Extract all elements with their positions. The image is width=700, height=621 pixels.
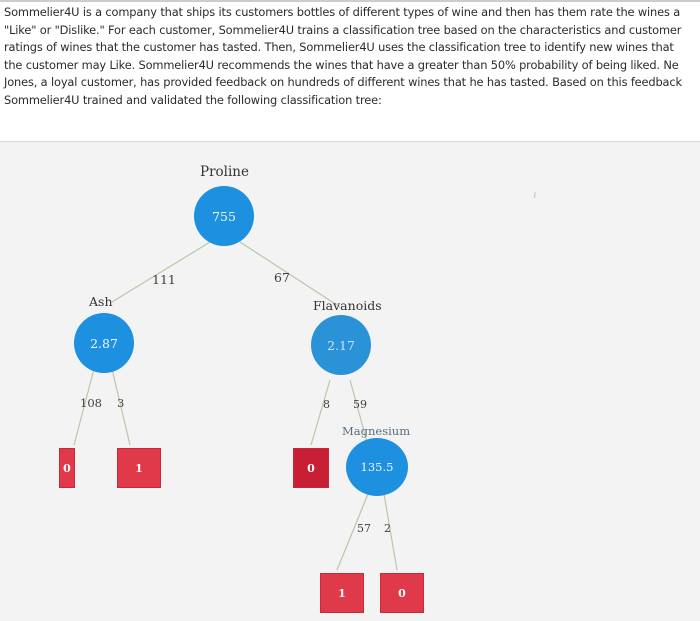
magnesium-left-count: 57 — [357, 522, 371, 535]
tree-edges — [0, 142, 700, 621]
magnesium-right-leaf: 0 — [380, 573, 424, 613]
ash-right-leaf: 1 — [117, 448, 161, 488]
question-line: ratings of wines that the customer has tasted. Then, Sommelier4U uses the classification tree to identify new wines that — [4, 40, 674, 54]
question-line: "Like" or "Dislike." For each customer, Sommelier4U trains a classification tree based on the characteristics and customer — [4, 22, 682, 37]
edge-flav-left — [311, 380, 330, 445]
magnesium-left-leaf: 1 — [320, 573, 364, 613]
question-text — [4, 4, 700, 109]
magnesium-right-count: 2 — [384, 522, 391, 535]
scribble-mark: ≀ — [533, 190, 537, 201]
magnesium-feature-label: Magnesium — [342, 424, 411, 438]
flavanoids-node: 2.17 — [311, 315, 371, 375]
root-right-count: 67 — [274, 270, 290, 285]
flavanoids-feature-label: Flavanoids — [313, 298, 382, 313]
ash-feature-label: Ash — [89, 294, 113, 309]
magnesium-node: 135.5 — [346, 438, 408, 496]
question-line: Sommelier4U is a company that ships its customers bottles of different types of wine and then has them rate the wines a — [4, 5, 681, 19]
flavanoids-left-count: 8 — [323, 398, 330, 411]
root-feature-label: Proline — [200, 164, 249, 180]
question-line: Sommelier4U trained and validated the following classification tree: — [4, 92, 382, 107]
question-line: Jones, a loyal customer, has provided feedback on hundreds of different wines that he has tasted. Based on this feedback — [4, 75, 682, 89]
flavanoids-left-leaf: 0 — [293, 448, 329, 488]
flavanoids-right-count: 59 — [353, 398, 367, 411]
question-line: the customer may Like. Sommelier4U recommends the wines that have a greater than 50% probability of being liked. Ne — [4, 57, 679, 72]
top-divider — [0, 0, 700, 2]
ash-left-count: 108 — [80, 396, 102, 410]
ash-right-count: 3 — [117, 396, 125, 410]
tree-figure — [0, 141, 700, 621]
ash-node: 2.87 — [74, 313, 134, 373]
ash-left-leaf: 0 — [59, 448, 75, 488]
root-node: 755 — [194, 186, 254, 246]
root-left-count: 111 — [152, 272, 176, 287]
